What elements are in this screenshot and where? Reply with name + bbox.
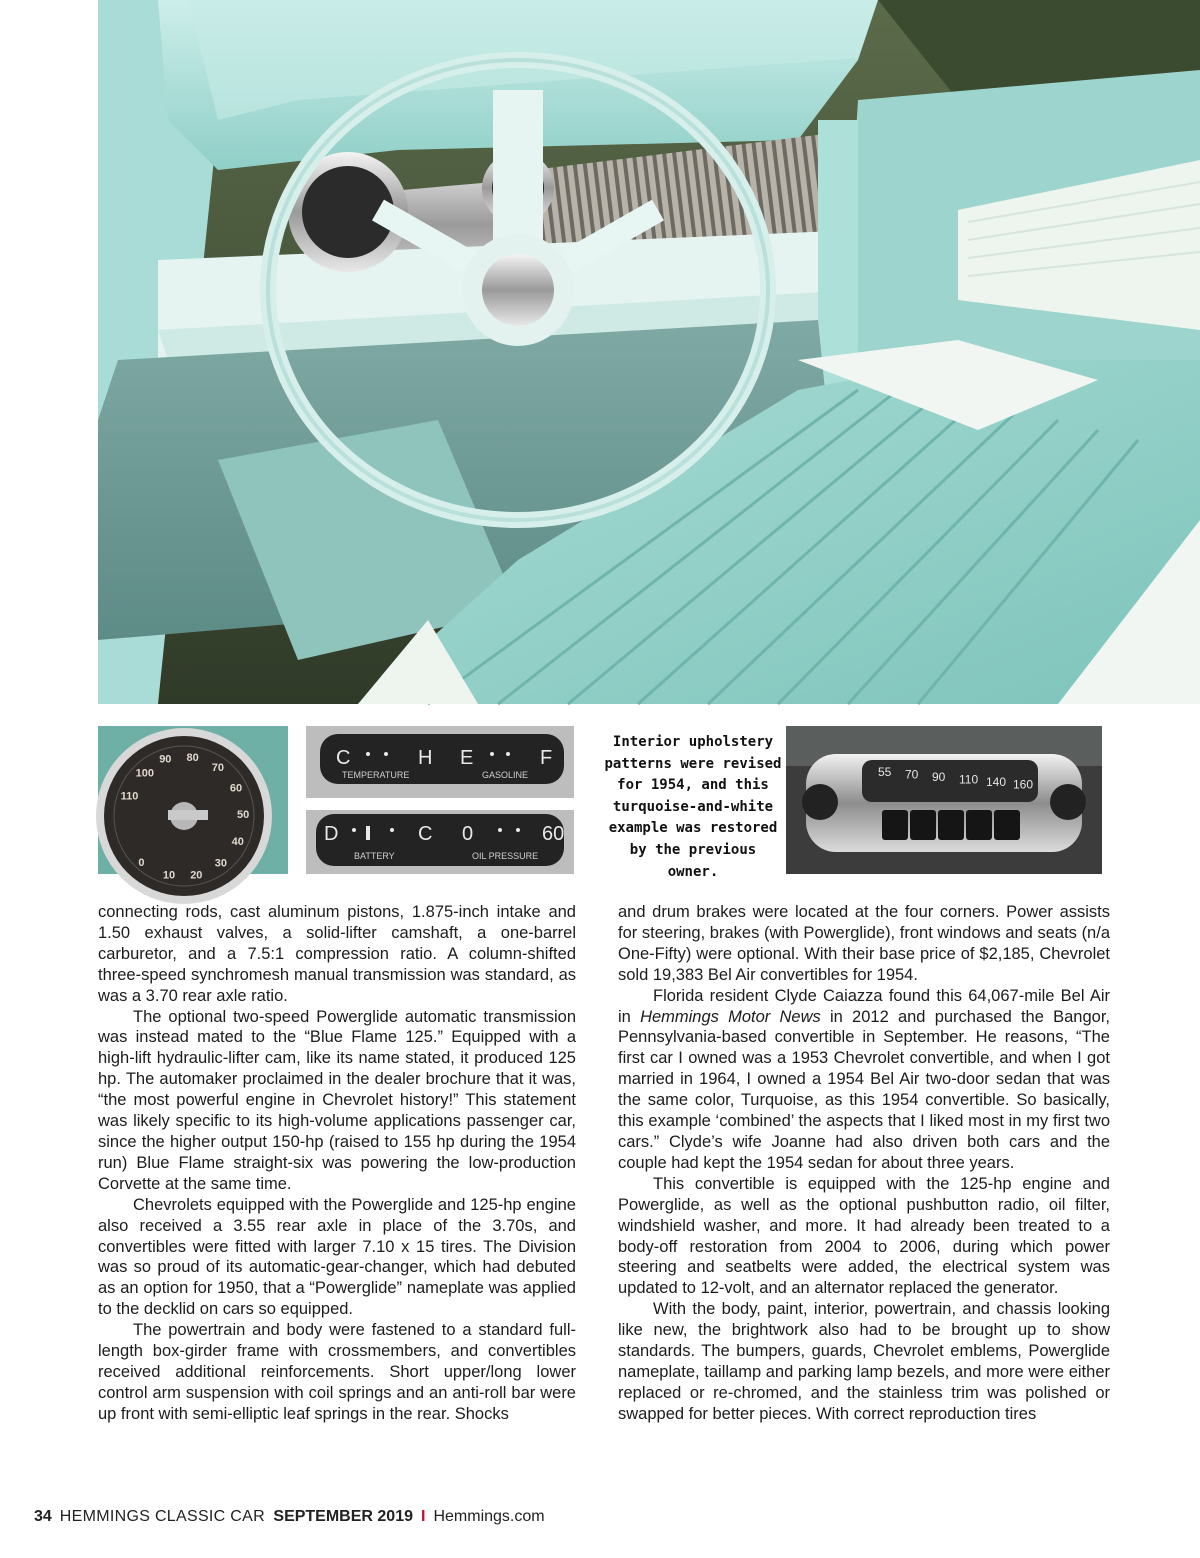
gauge-letter: C [336, 747, 351, 769]
gauge-letter: F [540, 747, 553, 769]
gauge-label: OIL PRESSURE [472, 851, 539, 861]
battery-oil-gauge-photo [306, 810, 574, 874]
gauge-letter: C [418, 823, 433, 845]
hero-photo-interior [98, 0, 1200, 704]
radio-photo [786, 726, 1102, 874]
radio-dial-numeral: 90 [932, 770, 946, 784]
gauge-letter: 60 [542, 823, 565, 845]
article-column-right [618, 902, 1110, 1425]
speedometer-numeral: 50 [237, 809, 250, 822]
radio-dial-numeral: 160 [1013, 777, 1034, 792]
gauge-letter: 0 [462, 823, 474, 845]
radio-dial-numeral: 70 [905, 767, 919, 782]
article-column-left [98, 902, 576, 1425]
publication-title: Hemmings Motor News [640, 1007, 821, 1026]
speedometer-photo [98, 726, 288, 882]
temperature-gasoline-gauge-photo [306, 726, 574, 798]
radio-dial-numeral: 110 [959, 772, 979, 787]
speedometer-numeral: 40 [231, 835, 244, 848]
speedometer-numeral: 70 [211, 762, 225, 775]
photo-caption: Interior upholstery patterns were revised for 1954, and this turquoise-and-white example was restored by the previous owner. [604, 734, 782, 880]
gauge-letter: H [418, 747, 433, 769]
article-paragraph: and drum brakes were located at the four corners. Power assists for steering, brakes (with Powerglide), front windows and seats (n/a One-Fifty) were optional. With their base price of $2,185, Chevrolet sold 19,383 Bel Air convertibles for 1954. [618, 903, 1110, 984]
article-paragraph [618, 986, 1110, 1174]
gauge-label: TEMPERATURE [342, 770, 410, 780]
speedometer-numeral: 20 [190, 869, 203, 882]
speedometer-numeral: 60 [229, 782, 243, 795]
speedometer-numeral: 0 [138, 857, 145, 869]
radio-dial-numeral: 55 [878, 765, 892, 779]
website-link[interactable]: Hemmings.com [433, 1508, 545, 1525]
speedometer-numeral: 100 [135, 767, 154, 780]
gauge-letter: D [324, 823, 339, 845]
speedometer-numeral: 110 [120, 790, 139, 803]
text-run: Florida resident Clyde Caiazza found this 64,067-mile Bel Air in [618, 986, 1110, 1026]
article-paragraph: With the body, paint, interior, powertrain, and chassis looking like new, the brightwork also had to be brought up to show standards. The bumpers, guards, Chevrolet emblems, Powerglide nameplate, taillamp and parking lamp bezels, and more were either replaced or re-chromed, and the stainless trim was polished or swapped for better pieces. With correct reproduction tires [618, 1300, 1110, 1423]
article-paragraph: This convertible is equipped with the 125-hp engine and Powerglide, as well as the optional pushbutton radio, oil filter, windshield washer, and more. It had already been treated to a body-off restoration from 2004 to 2006, during which power steering and seatbelts were added, the electrical system was updated to 12-volt, and an alternator replaced the generator. [618, 1174, 1110, 1298]
gauge-letter: E [460, 747, 474, 769]
speedometer-numeral: 80 [186, 751, 199, 764]
issue-date: SEPTEMBER 2019 [273, 1508, 413, 1525]
article-paragraph: Chevrolets equipped with the Powerglide and 125-hp engine also received a 3.55 rear axle in place of the 3.70s, and convertibles were fitted with larger 7.10 x 15 tires. The Division was so proud of its automatic-gear-changer, which had debuted as an option for 1950, that a “Powerglide” nameplate was applied to the decklid on cars so equipped. [98, 1195, 576, 1319]
gauge-label: BATTERY [354, 851, 395, 861]
page-footer [34, 1508, 545, 1526]
article-paragraph: The powertrain and body were fastened to a standard full-length box-girder frame with crossmembers, and convertibles received additional reinforcements. Short upper/long lower control arm suspension with coil springs and an anti-roll bar were up front with semi-elliptic leaf springs in the rear. Shocks [98, 1321, 576, 1423]
article-paragraph: connecting rods, cast aluminum pistons, 1.875-inch intake and 1.50 exhaust valves, a solid-lifter camshaft, a one-barrel carburetor, and a 7.5:1 compression ratio. A column-shifted three-speed synchromesh manual transmission was standard, as was a 3.70 rear axle ratio. [98, 903, 576, 1005]
page-number: 34 [34, 1508, 52, 1525]
radio-dial-numeral: 140 [986, 775, 1007, 789]
footer-separator: I [421, 1508, 426, 1525]
magazine-name: HEMMINGS CLASSIC CAR [59, 1508, 265, 1525]
article-paragraph: The optional two-speed Powerglide automatic transmission was instead mated to the “Blue Flame 125.” Equipped with a high-lift hydraulic-lifter cam, like its name stated, it produced 125 hp. The automaker proclaimed in the dealer brochure that it was, “the most powerful engine in Chevrolet history!” This statement was likely specific to its high-volume applications passenger car, since the higher output 150-hp (raised to 155 hp during the 1954 run) Blue Flame straight-six was powering the low-production Corvette at the same time. [98, 1007, 576, 1193]
speedometer-numeral: 10 [162, 869, 176, 882]
speedometer-numeral: 30 [214, 857, 228, 870]
speedometer-numeral: 90 [159, 753, 172, 766]
text-run: in 2012 and purchased the Bangor, Pennsylvania-based convertible in September. He reasons, “The first car I owned was a 1953 Chevrolet convertible, and when I got married in 1964, I owned a 1954 Bel Air two-door sedan that was the same color, Turquoise, as this 1954 convertible. So basically, this example ‘combined’ the aspects that I liked most in my first two cars.” Clyde’s wife Joanne had also driven both cars and the couple had kept the 1954 sedan for about three years. [618, 1007, 1110, 1172]
gauge-label: GASOLINE [482, 770, 529, 780]
